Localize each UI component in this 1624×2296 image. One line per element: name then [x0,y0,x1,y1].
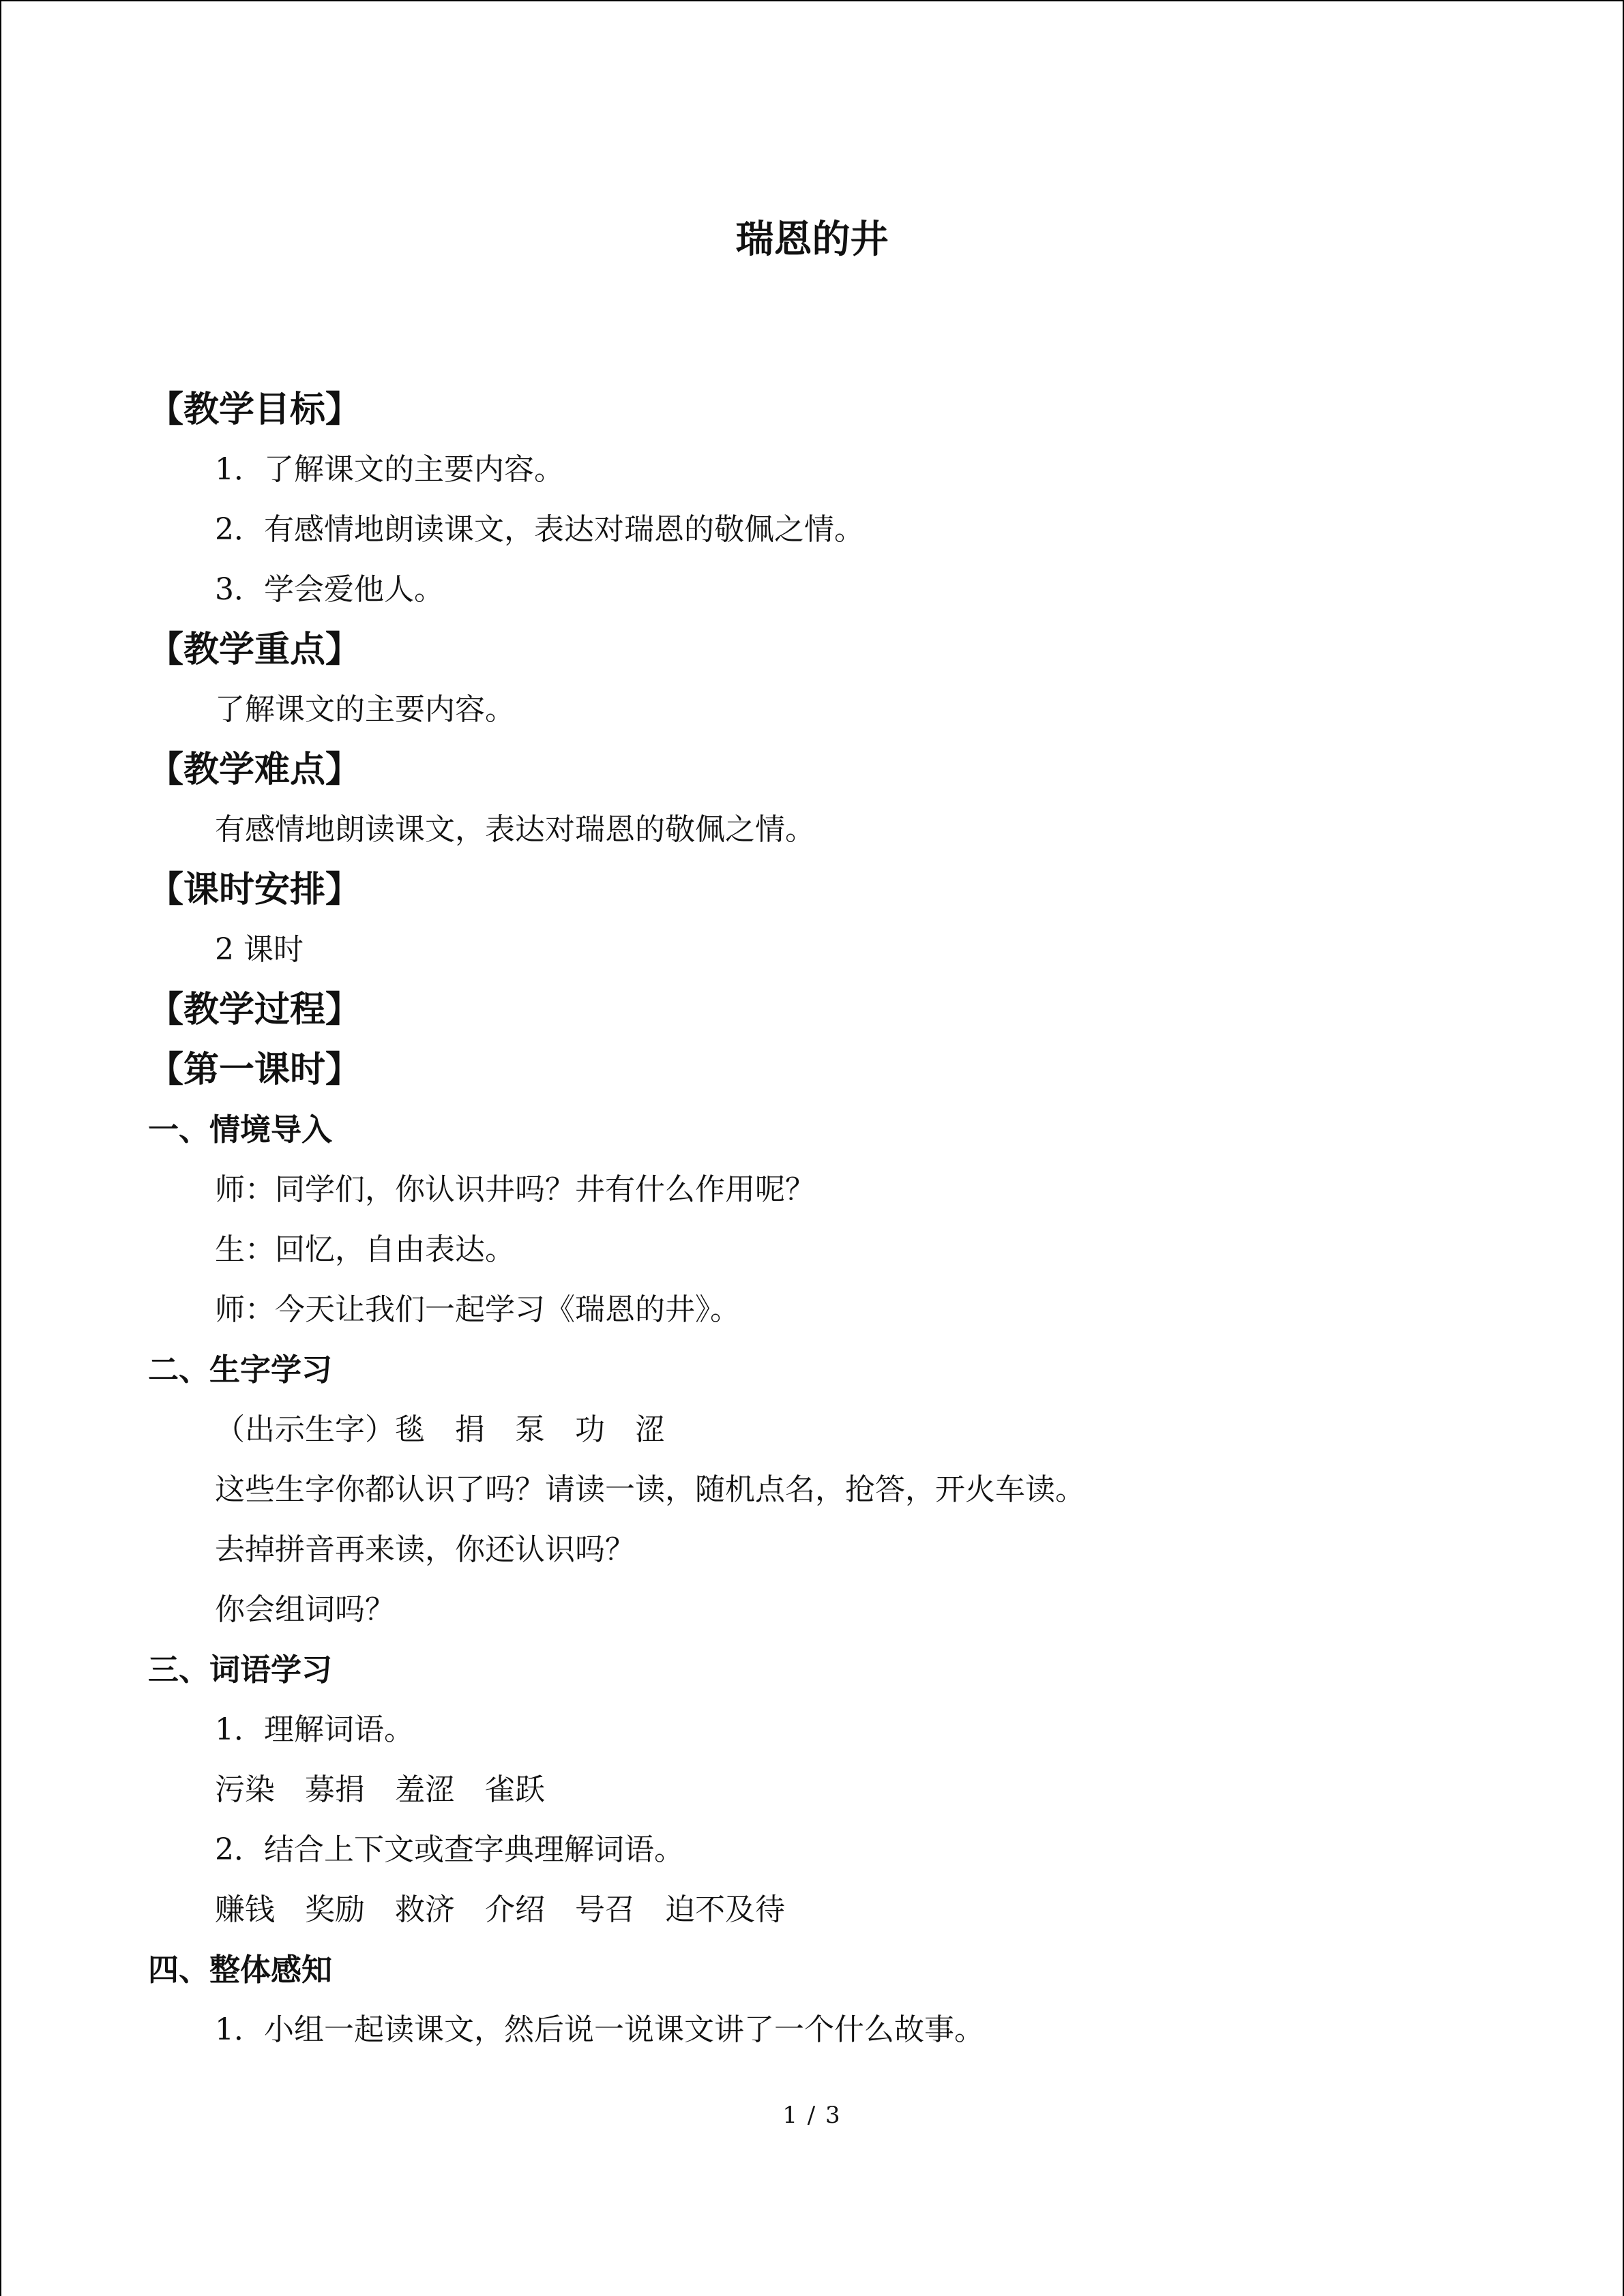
key-point-text: 了解课文的主要内容。 [215,692,515,727]
paragraph: （出示生字）毯 捐 泵 功 涩 [215,1412,665,1447]
paragraph: 师：今天让我们一起学习《瑞恩的井》。 [215,1292,740,1327]
vocabulary-list: 污染 募捐 羞涩 雀跃 [215,1772,545,1807]
paragraph: 1．理解词语。 [215,1712,414,1747]
section-2-heading: 二、生字学习 [148,1352,333,1388]
paragraph: 生：回忆，自由表达。 [215,1232,515,1267]
vocabulary-list: 赚钱 奖励 救济 介绍 号召 迫不及待 [215,1892,785,1927]
section-1-heading: 一、情境导入 [148,1112,333,1148]
heading-process: 【教学过程】 [148,989,361,1030]
paragraph: 你会组词吗？ [215,1592,395,1627]
goal-item-3: 3．学会爱他人。 [215,572,444,607]
heading-schedule: 【课时安排】 [148,869,361,910]
heading-first-lesson: 【第一课时】 [148,1049,361,1090]
paragraph: 师：同学们，你认识井吗？井有什么作用呢？ [215,1172,815,1207]
difficulty-text: 有感情地朗读课文，表达对瑞恩的敬佩之情。 [215,812,815,847]
document-title: 瑞恩的井 [735,218,889,262]
heading-difficulties: 【教学难点】 [148,749,361,790]
heading-teaching-goals: 【教学目标】 [148,389,361,430]
paragraph: 去掉拼音再来读，你还认识吗？ [215,1532,635,1567]
schedule-text: 2 课时 [215,932,304,967]
section-4-heading: 四、整体感知 [148,1952,333,1988]
goal-item-1: 1．了解课文的主要内容。 [215,452,564,487]
heading-key-points: 【教学重点】 [148,629,361,670]
paragraph: 这些生字你都认识了吗？请读一读，随机点名，抢答，开火车读。 [215,1472,1085,1507]
paragraph: 2．结合上下文或查字典理解词语。 [215,1832,684,1867]
document-body [148,380,1478,2060]
section-3-heading: 三、词语学习 [148,1652,333,1688]
paragraph: 1．小组一起读课文，然后说一说课文讲了一个什么故事。 [215,2012,984,2047]
goal-item-2: 2．有感情地朗读课文，表达对瑞恩的敬佩之情。 [215,512,864,547]
page-number: 1 / 3 [782,2102,842,2129]
